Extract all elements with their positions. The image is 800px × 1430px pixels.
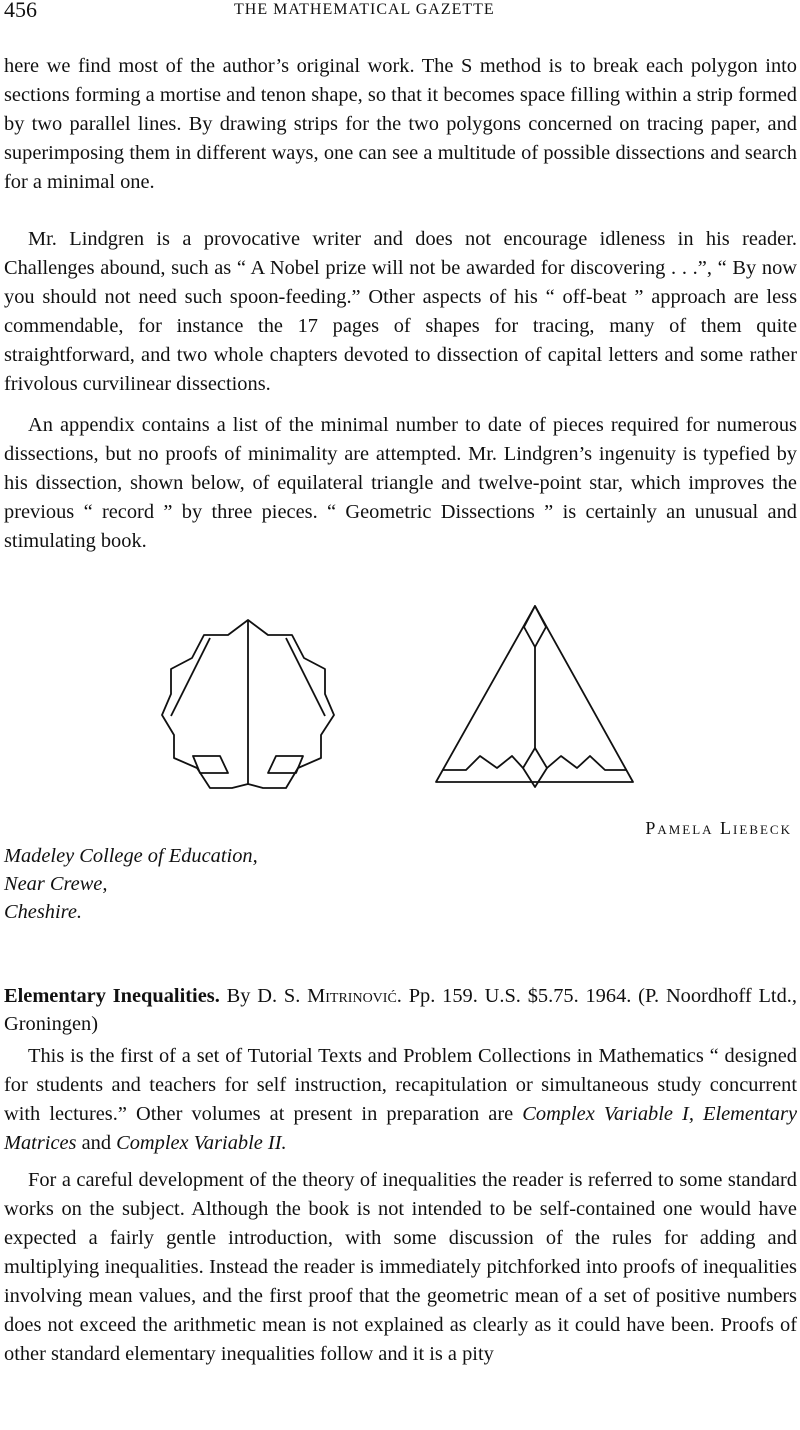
triangle-left-zigzag — [443, 756, 523, 770]
review1-paragraph-1: here we find most of the author’s original work. The S method is to break each polygon into sections forming a mortise and tenon shape, so that it becomes space filling within a strip formed by two parallel lines. By drawing strips for the two polygons concerned on tracing paper, and superimposing them in different ways, one can see a multitude of possible dissections and search for a minimal one. — [4, 55, 797, 193]
address-line: Near Crewe, — [4, 873, 108, 895]
review2-p1-title1: Complex Variable I, Elementary Matrices — [4, 1103, 797, 1154]
dissection-figures — [0, 590, 800, 805]
triangle-dissection — [436, 606, 633, 787]
address — [4, 842, 258, 926]
review2-p1-and: and — [76, 1132, 117, 1154]
page-header — [4, 0, 794, 26]
book-title: Elementary Inequalities. — [4, 985, 220, 1007]
review2-heading — [4, 982, 797, 1038]
signature: Pamela Liebeck — [645, 818, 792, 838]
star-right-cut — [286, 638, 325, 716]
address-line: Cheshire. — [4, 901, 82, 923]
running-title: THE MATHEMATICAL GAZETTE — [234, 1, 495, 18]
twelve-point-star-dissection — [162, 620, 334, 788]
page-number: 456 — [4, 0, 37, 22]
star-left-cut — [171, 638, 210, 716]
review1-paragraph-3: An appendix contains a list of the minimal number to date of pieces required for numerous dissections, but no proofs of minimality are attempted. Mr. Lindgren’s ingenuity is typefied by his dissection, shown below, of equilateral triangle and twelve-point star, which improves the previous “ record ” by three pieces. “ Geometric Dissections ” is certainly an unusual and stimulating book. — [4, 414, 797, 552]
book-details: Pp. 159. U.S. $5.75. 1964. (P. Noordhoff Ltd., Groningen) — [4, 985, 797, 1035]
star-right-diamond — [268, 756, 303, 773]
book-by: By D. S. — [226, 985, 301, 1007]
triangle-top-diamond — [524, 606, 546, 647]
triangle-right-zigzag — [547, 756, 627, 770]
address-line: Madeley College of Education, — [4, 845, 258, 867]
review2-p1-text: This is the first of a set of Tutorial Texts and Problem Collections in Mathematics “ designed for students and teachers for self instruction, recapitulation or simultaneous study concurrent with lectures.” Other volumes at present in preparation are — [4, 1045, 797, 1125]
review1-paragraph-2: Mr. Lindgren is a provocative writer and does not encourage idleness in his reader. Challenges abound, such as “ A Nobel prize will not be awarded for discovering . . .”, “ By now you should not need such spoon-feeding.” Other aspects of his “ off-beat ” approach are less commendable, for instance the 17 pages of shapes for tracing, many of them quite straightforward, and two whole chapters devoted to dissection of capital letters and some rather frivolous curvilinear dissections. — [4, 228, 797, 395]
review2-p1-title2: Complex Variable II. — [116, 1132, 287, 1154]
review2-paragraph-2: For a careful development of the theory of inequalities the reader is referred to some standard works on the subject. Although the book is not intended to be self-contained one would have expected a fairly gentle introduction, with some discussion of the rules for adding and multiplying inequalities. Instead the reader is immediately pitchforked into proofs of inequalities involving mean values, and the first proof that the geometric mean of a set of positive numbers does not exceed the arithmetic mean is not explained as clearly as it could have been. Proofs of other standard elementary inequalities follow and it is a pity — [4, 1169, 797, 1365]
book-author: Mitrinović. — [307, 985, 402, 1007]
star-left-diamond — [193, 756, 228, 773]
review2-paragraph-1 — [4, 1042, 797, 1158]
